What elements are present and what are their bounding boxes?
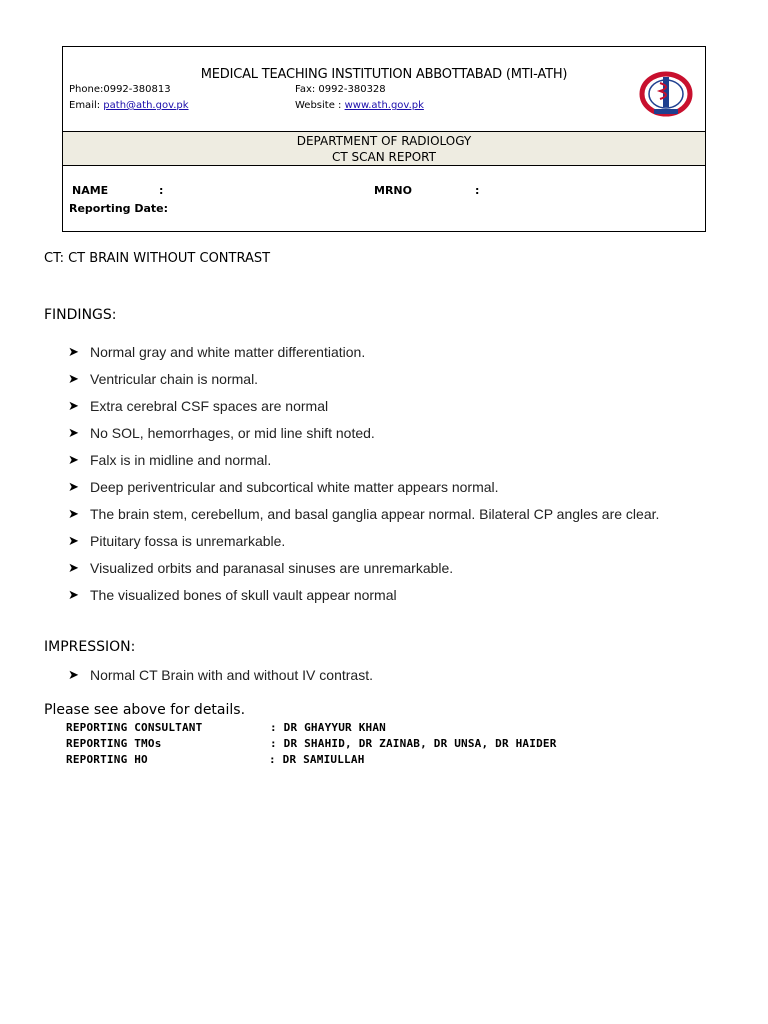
finding-text: Normal gray and white matter differentiation. <box>90 344 366 360</box>
finding-text: The visualized bones of skull vault appear normal <box>90 587 397 603</box>
arrow-bullet-icon: ➤ <box>68 425 79 440</box>
finding-item <box>68 343 659 370</box>
arrow-bullet-icon: ➤ <box>68 506 79 521</box>
email-label: Email: <box>69 100 104 111</box>
report-type: CT SCAN REPORT <box>332 150 436 164</box>
email-link[interactable]: path@ath.gov.pk <box>103 100 189 111</box>
impression-item <box>68 666 373 693</box>
email-row <box>69 100 189 111</box>
fax-number: Fax: 0992-380328 <box>295 84 386 95</box>
reporting-value: : DR GHAYYUR KHAN <box>270 721 386 734</box>
reporting-tmos-row <box>66 737 557 750</box>
arrow-bullet-icon: ➤ <box>68 533 79 548</box>
mrno-colon: : <box>475 184 480 197</box>
finding-text: The brain stem, cerebellum, and basal ganglia appear normal. Bilateral CP angles are clear. <box>90 506 660 522</box>
study-title: CT: CT BRAIN WITHOUT CONTRAST <box>44 251 271 266</box>
hospital-crest-logo <box>638 69 694 117</box>
finding-text: Falx is in midline and normal. <box>90 452 272 468</box>
finding-text: Extra cerebral CSF spaces are normal <box>90 398 329 414</box>
institution-header <box>63 47 705 131</box>
patient-name-colon: : <box>159 184 164 197</box>
reporting-ho-row <box>66 753 365 766</box>
reporting-role: REPORTING CONSULTANT <box>66 721 203 734</box>
website-label: Website : <box>295 100 345 111</box>
report-header-box <box>62 46 706 232</box>
arrow-bullet-icon: ➤ <box>68 398 79 413</box>
phone-number: Phone:0992-380813 <box>69 84 171 95</box>
website-row <box>295 100 424 111</box>
finding-item <box>68 586 659 613</box>
finding-item <box>68 532 659 559</box>
finding-item <box>68 505 659 532</box>
reporting-value: : DR SAMIULLAH <box>269 753 365 766</box>
website-link[interactable]: www.ath.gov.pk <box>344 100 424 111</box>
reporting-role: REPORTING TMOs <box>66 737 162 750</box>
arrow-bullet-icon: ➤ <box>68 560 79 575</box>
closing-note: Please see above for details. <box>44 702 246 718</box>
reporting-date-label: Reporting Date: <box>69 202 169 215</box>
finding-item <box>68 424 659 451</box>
department-band <box>63 131 705 166</box>
arrow-bullet-icon: ➤ <box>68 587 79 602</box>
reporting-consultant-row <box>66 721 386 734</box>
findings-list <box>68 343 659 613</box>
arrow-bullet-icon: ➤ <box>68 667 79 682</box>
reporting-value: : DR SHAHID, DR ZAINAB, DR UNSA, DR HAIDER <box>270 737 557 750</box>
finding-text: Pituitary fossa is unremarkable. <box>90 533 286 549</box>
finding-text: Ventricular chain is normal. <box>90 371 259 387</box>
arrow-bullet-icon: ➤ <box>68 479 79 494</box>
finding-item <box>68 370 659 397</box>
reporting-role: REPORTING HO <box>66 753 148 766</box>
department-name: DEPARTMENT OF RADIOLOGY <box>296 134 472 148</box>
finding-item <box>68 451 659 478</box>
impression-list <box>68 666 373 693</box>
institution-name: MEDICAL TEACHING INSTITUTION ABBOTTABAD (MTI-ATH) <box>200 67 568 82</box>
mrno-label: MRNO <box>374 184 412 197</box>
finding-item <box>68 478 659 505</box>
arrow-bullet-icon: ➤ <box>68 452 79 467</box>
finding-item <box>68 397 659 424</box>
finding-text: Visualized orbits and paranasal sinuses are unremarkable. <box>90 560 454 576</box>
impression-text: Normal CT Brain with and without IV contrast. <box>90 667 373 683</box>
finding-text: No SOL, hemorrhages, or mid line shift noted. <box>90 425 375 441</box>
patient-name-label: NAME <box>72 184 109 197</box>
findings-heading: FINDINGS: <box>44 307 117 323</box>
arrow-bullet-icon: ➤ <box>68 344 79 359</box>
arrow-bullet-icon: ➤ <box>68 371 79 386</box>
finding-item <box>68 559 659 586</box>
finding-text: Deep periventricular and subcortical white matter appears normal. <box>90 479 499 495</box>
impression-heading: IMPRESSION: <box>44 639 136 655</box>
